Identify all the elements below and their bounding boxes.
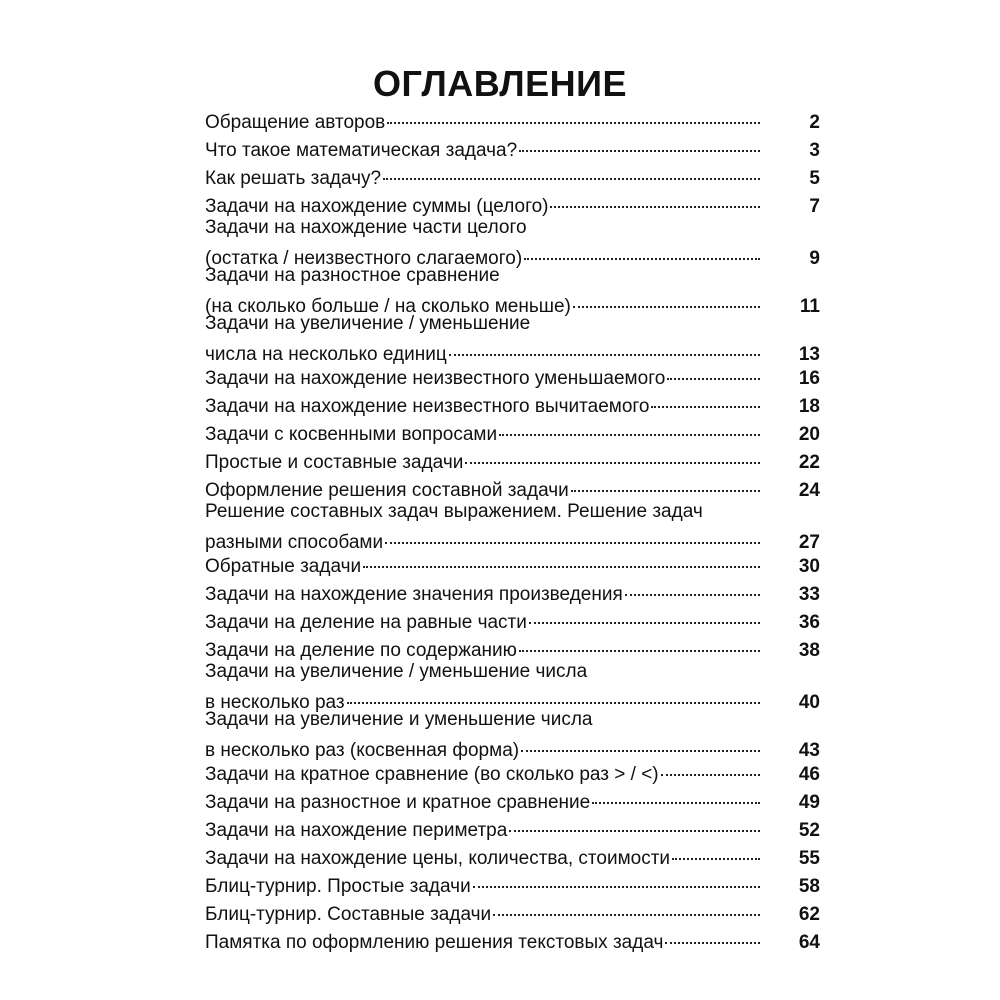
page-number: 20 — [798, 424, 820, 445]
page-number: 40 — [798, 692, 820, 713]
dot-leader — [672, 840, 760, 864]
toc-entry-last-line — [205, 104, 820, 135]
toc-entry-title: Памятка по оформлению решения текстовых задач — [205, 932, 664, 953]
toc-entry — [205, 576, 820, 604]
toc-entry — [205, 708, 820, 761]
toc-entry — [205, 896, 820, 924]
toc-entry-last-line — [205, 444, 820, 475]
toc-entry-last-line — [205, 924, 820, 955]
page-number: 46 — [798, 764, 820, 785]
toc-entry-title: числа на несколько единиц — [205, 344, 447, 365]
dot-leader — [509, 812, 760, 836]
dot-leader — [473, 868, 760, 892]
toc-entry-last-line — [205, 840, 820, 871]
toc-entry-last-line — [205, 160, 820, 191]
page-number: 27 — [798, 532, 820, 553]
toc-entry — [205, 604, 820, 632]
toc-entry-last-line — [205, 632, 820, 663]
page-number: 18 — [798, 396, 820, 417]
toc-entry-title: (остатка / неизвестного слагаемого) — [205, 248, 523, 269]
toc-entry — [205, 360, 820, 388]
page-number: 36 — [798, 612, 820, 633]
page-number: 62 — [798, 904, 820, 925]
page-number: 64 — [798, 932, 820, 953]
dot-leader — [550, 188, 760, 212]
toc-entry — [205, 160, 820, 188]
toc-entry — [205, 388, 820, 416]
page-number: 33 — [798, 584, 820, 605]
toc-entry-title: Обращение авторов — [205, 112, 386, 133]
toc-entry-title: Задачи на кратное сравнение (во сколько раз > / <) — [205, 764, 659, 785]
toc-entry — [205, 132, 820, 160]
toc-entry-last-line — [205, 188, 820, 219]
dot-leader — [387, 104, 760, 128]
toc-entry-title: Оформление решения составной задачи — [205, 480, 569, 501]
toc-entry-title: Как решать задачу? — [205, 168, 382, 189]
toc-entry-last-line — [205, 756, 820, 787]
toc-entry-last-line — [205, 896, 820, 927]
toc-entry — [205, 444, 820, 472]
toc-entry-last-line — [205, 388, 820, 419]
dot-leader — [651, 388, 760, 412]
toc-entry-title: Задачи на нахождение цены, количества, стоимости — [205, 848, 671, 869]
dot-leader — [573, 288, 760, 312]
toc-entry — [205, 784, 820, 812]
toc-entry-last-line — [205, 132, 820, 163]
toc-entry-title: Задачи на нахождение неизвестного вычитаемого — [205, 396, 650, 417]
toc-entry-last-line — [205, 360, 820, 391]
toc-entry — [205, 632, 820, 660]
dot-leader — [665, 924, 760, 948]
page-number: 3 — [809, 140, 820, 161]
toc-entry-title: Обратные задачи — [205, 556, 362, 577]
dot-leader — [347, 684, 760, 708]
page-number: 30 — [798, 556, 820, 577]
dot-leader — [661, 756, 760, 780]
dot-leader — [625, 576, 760, 600]
page-number: 5 — [809, 168, 820, 189]
dot-leader — [383, 160, 760, 184]
toc-entry-title-line: Задачи на разностное сравнение — [205, 265, 500, 286]
toc-entry-last-line — [205, 812, 820, 843]
toc-entry-last-line — [205, 868, 820, 899]
toc-entry — [205, 312, 820, 365]
page-number: 16 — [798, 368, 820, 389]
toc-entry-title: (на сколько больше / на сколько меньше) — [205, 296, 571, 317]
toc-entry-title-line: Задачи на увеличение / уменьшение числа — [205, 661, 588, 682]
toc-entry-title-line: Задачи на нахождение части целого — [205, 217, 527, 238]
page-number: 49 — [798, 792, 820, 813]
toc-entry — [205, 264, 820, 317]
page-number: 7 — [809, 196, 820, 217]
dot-leader — [465, 444, 760, 468]
page-number: 38 — [798, 640, 820, 661]
dot-leader — [519, 632, 760, 656]
toc-entry — [205, 548, 820, 576]
toc-entry-title: Задачи на деление по содержанию — [205, 640, 517, 661]
toc-entry-title: Задачи на нахождение неизвестного уменьшаемого — [205, 368, 666, 389]
dot-leader — [449, 336, 760, 360]
dot-leader — [529, 604, 760, 628]
toc-entry-last-line — [205, 548, 820, 579]
dot-leader — [499, 416, 760, 440]
page-number: 2 — [809, 112, 820, 133]
toc-entry — [205, 756, 820, 784]
toc-entry — [205, 188, 820, 216]
dot-leader — [667, 360, 760, 384]
page-number: 43 — [798, 740, 820, 761]
page-number: 52 — [798, 820, 820, 841]
toc-entry-title: в несколько раз — [205, 692, 345, 713]
toc-entry-title: Блиц-турнир. Простые задачи — [205, 876, 471, 897]
page-number: 9 — [809, 248, 820, 269]
toc-entry-title: Блиц-турнир. Составные задачи — [205, 904, 492, 925]
toc-entry — [205, 216, 820, 269]
toc-entry — [205, 924, 820, 952]
toc-entry — [205, 812, 820, 840]
dot-leader — [493, 896, 760, 920]
toc-entry-title-line: Задачи на увеличение и уменьшение числа — [205, 709, 593, 730]
dot-leader — [363, 548, 760, 572]
page-number: 24 — [798, 480, 820, 501]
toc-entry — [205, 416, 820, 444]
toc-entry-title: Задачи на нахождение значения произведения — [205, 584, 623, 605]
table-of-contents — [205, 104, 820, 952]
toc-entry-title: в несколько раз (косвенная форма) — [205, 740, 520, 761]
page-number: 55 — [798, 848, 820, 869]
toc-entry-last-line — [205, 576, 820, 607]
toc-entry-title: разными способами — [205, 532, 384, 553]
toc-entry-title: Задачи на нахождение суммы (целого) — [205, 196, 549, 217]
toc-entry-last-line — [205, 416, 820, 447]
toc-entry-last-line — [205, 784, 820, 815]
page-number: 22 — [798, 452, 820, 473]
page-number: 13 — [798, 344, 820, 365]
dot-leader — [385, 524, 760, 548]
dot-leader — [592, 784, 760, 808]
dot-leader — [521, 732, 760, 756]
toc-entry-last-line — [205, 604, 820, 635]
dot-leader — [519, 132, 760, 156]
toc-entry-title: Простые и составные задачи — [205, 452, 464, 473]
page-title: ОГЛАВЛЕНИЕ — [372, 63, 628, 104]
toc-entry-title: Задачи на деление на равные части — [205, 612, 527, 633]
toc-entry-title: Задачи на разностное и кратное сравнение — [205, 792, 591, 813]
toc-entry — [205, 868, 820, 896]
page-number: 58 — [798, 876, 820, 897]
toc-entry — [205, 500, 820, 553]
toc-entry-title: Задачи на нахождение периметра — [205, 820, 508, 841]
toc-entry-title-line: Решение составных задач выражением. Решение задач — [205, 501, 703, 522]
toc-entry-last-line — [205, 472, 820, 503]
toc-entry — [205, 660, 820, 713]
dot-leader — [524, 240, 760, 264]
toc-entry — [205, 104, 820, 132]
toc-entry — [205, 840, 820, 868]
dot-leader — [571, 472, 760, 496]
page-number: 11 — [799, 296, 820, 317]
toc-entry — [205, 472, 820, 500]
toc-entry-title-line: Задачи на увеличение / уменьшение — [205, 313, 531, 334]
toc-entry-title: Что такое математическая задача? — [205, 140, 518, 161]
toc-entry-title: Задачи с косвенными вопросами — [205, 424, 498, 445]
